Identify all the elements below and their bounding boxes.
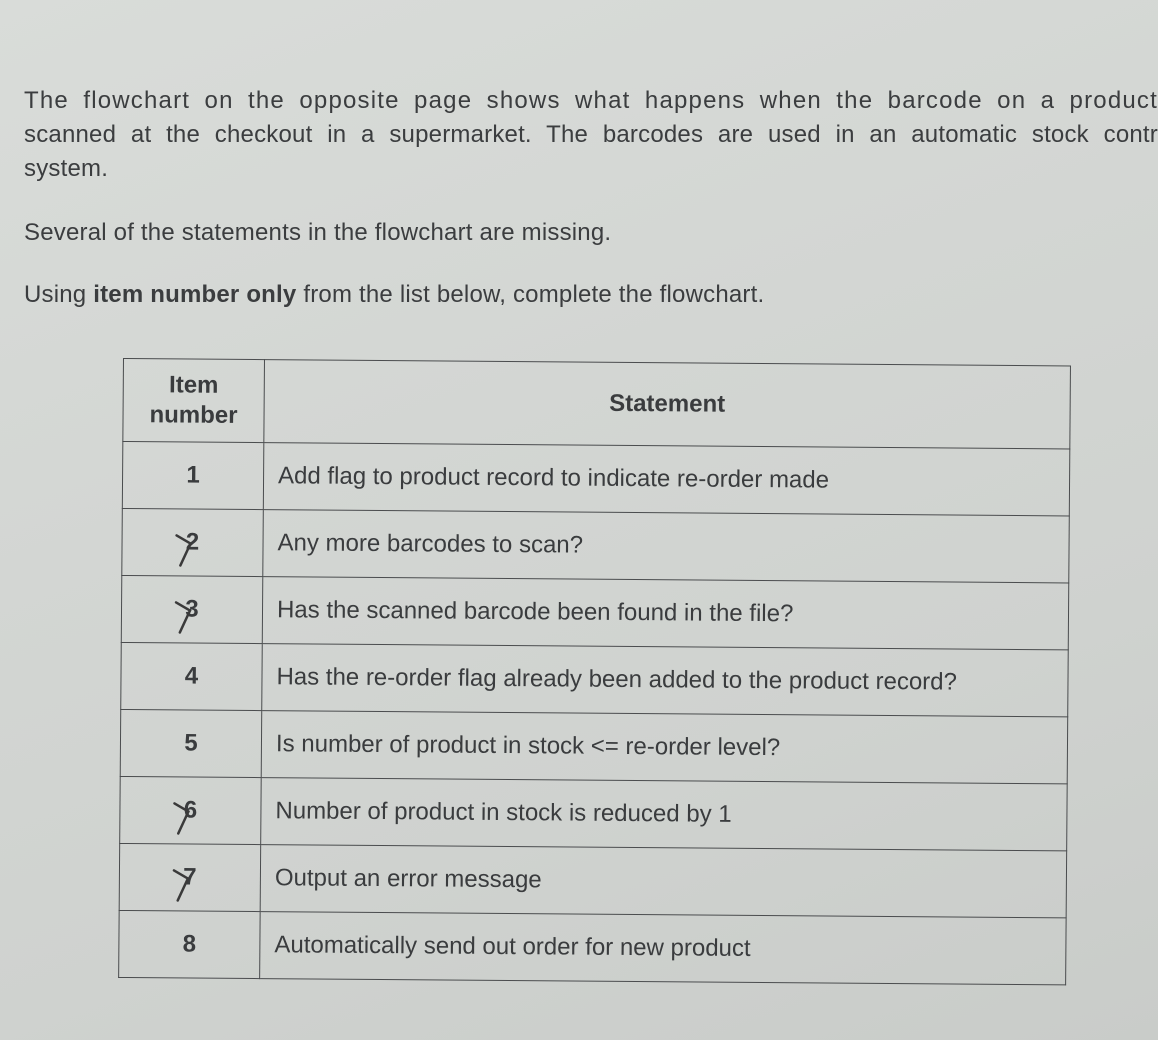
- instruction-bold: item number only: [93, 281, 297, 308]
- intro-line-2: scanned at the checkout in a supermarket. The barcodes are used in an automatic stock contr: [24, 121, 1158, 148]
- statement-cell: Automatically send out order for new product: [260, 912, 1067, 985]
- item-number-header: [123, 359, 265, 443]
- item-number-cell: [121, 575, 263, 643]
- item-header-line-2: number: [149, 401, 238, 429]
- table-row: [122, 442, 1069, 516]
- instruction-prefix: Using: [24, 281, 94, 308]
- item-number-cell: [121, 642, 263, 710]
- item-number: 6: [183, 796, 198, 824]
- item-number: 1: [186, 461, 200, 489]
- item-number-cell: [120, 709, 262, 777]
- item-number-cell: [119, 910, 261, 978]
- table-row: [120, 709, 1067, 783]
- statement-cell: Number of product in stock is reduced by 1: [261, 778, 1068, 851]
- item-number: 8: [182, 930, 197, 958]
- statement-cell: Has the scanned barcode been found in the file?: [262, 577, 1069, 650]
- table-row: [119, 910, 1066, 984]
- statement-cell: Output an error message: [260, 845, 1067, 918]
- table-body: [119, 442, 1070, 985]
- statement-cell: Has the re-order flag already been added to the product record?: [262, 644, 1069, 717]
- table-row: [120, 776, 1067, 850]
- item-number-cell: [119, 843, 261, 911]
- instruction-suffix: from the list below, complete the flowchart.: [296, 281, 765, 308]
- intro-paragraph: [24, 84, 1158, 186]
- item-number-cell: [122, 508, 264, 576]
- intro-line-3: system.: [24, 155, 109, 182]
- statements-table: [118, 358, 1071, 985]
- item-number: 5: [184, 729, 198, 757]
- statement-cell: Add flag to product record to indicate re-order made: [263, 443, 1070, 516]
- item-number: 7: [183, 863, 197, 891]
- item-number-cell: [120, 776, 262, 844]
- item-header-line-1: Item: [168, 371, 219, 399]
- statement-cell: Is number of product in stock <= re-order level?: [261, 711, 1068, 784]
- missing-statements-text: Several of the statements in the flowchart are missing.: [24, 219, 612, 246]
- item-number: 3: [185, 595, 199, 623]
- table-row: [119, 843, 1066, 917]
- statement-header: Statement: [264, 360, 1071, 449]
- instruction-text: [24, 278, 764, 312]
- table-row: [121, 642, 1068, 716]
- item-number: 4: [184, 662, 199, 690]
- intro-line-1: The flowchart on the opposite page shows what happens when the barcode on a product: [24, 87, 1158, 114]
- item-number: 2: [185, 528, 200, 556]
- table-row: [122, 508, 1069, 582]
- table-row: [121, 575, 1068, 649]
- table-header-row: [123, 359, 1071, 449]
- statement-cell: Any more barcodes to scan?: [263, 510, 1070, 583]
- item-number-cell: [122, 442, 264, 510]
